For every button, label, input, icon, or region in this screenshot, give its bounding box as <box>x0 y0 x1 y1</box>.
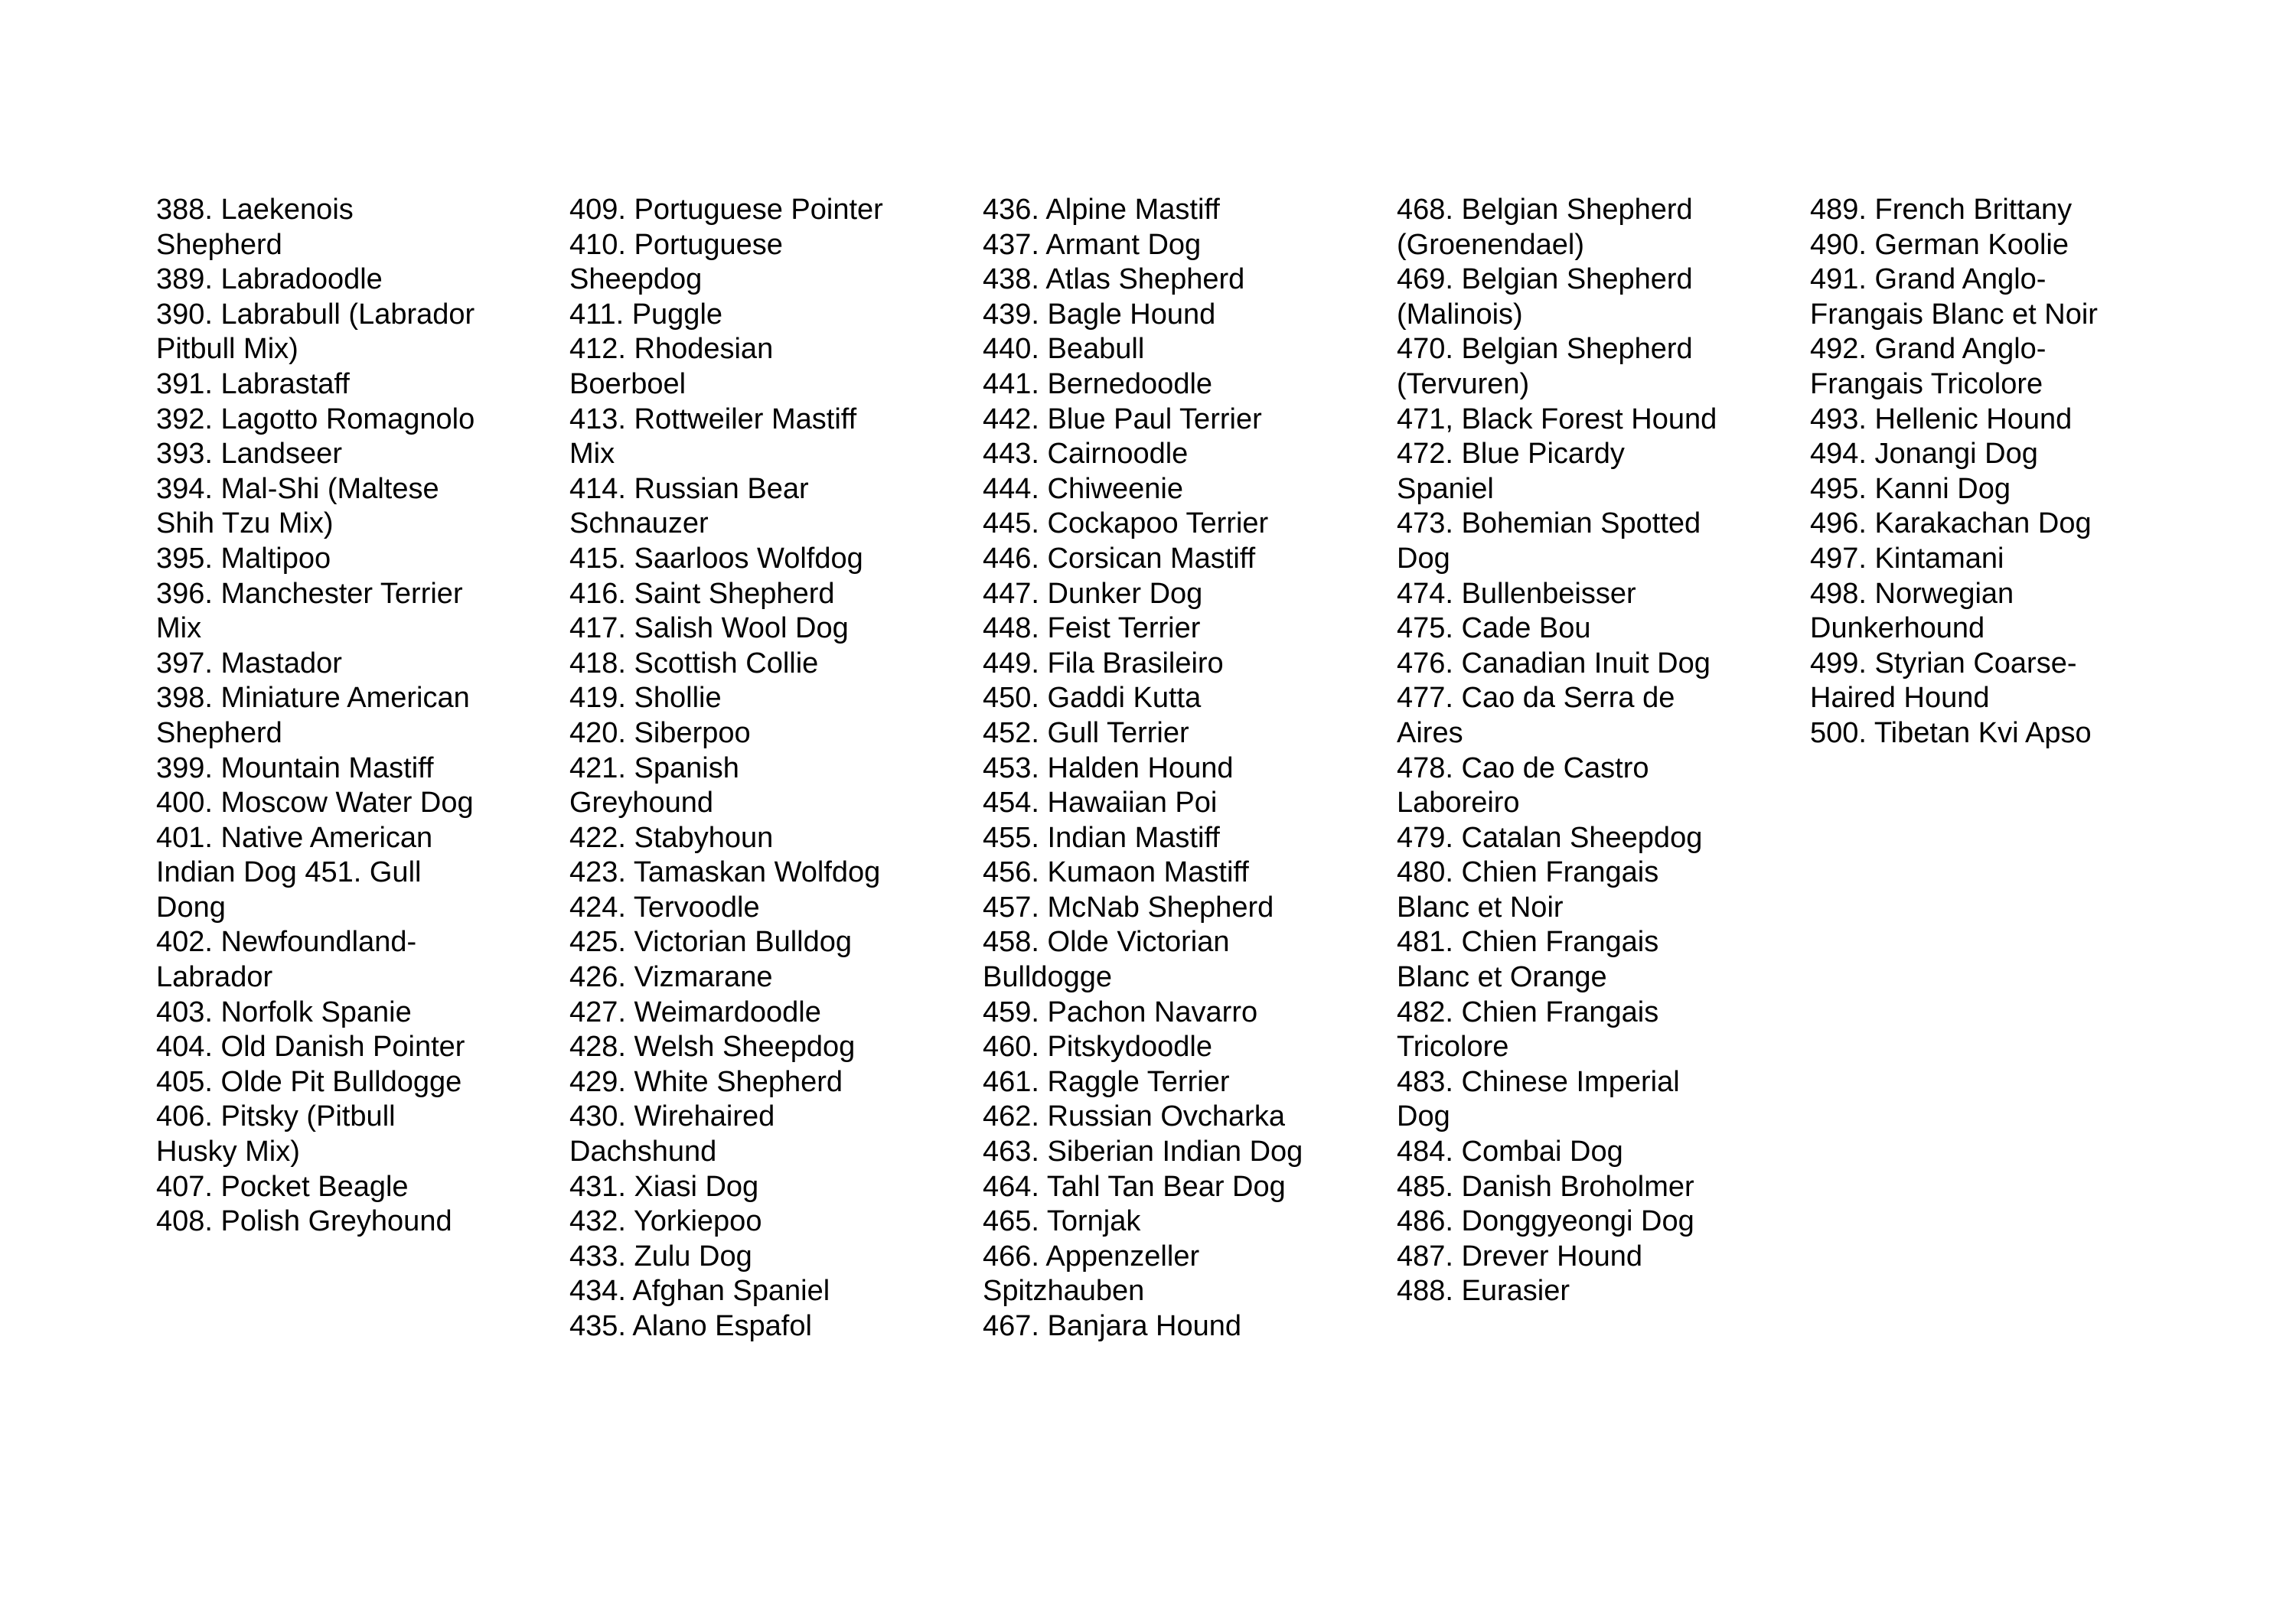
breed-list-item: 448. Feist Terrier <box>983 612 1201 645</box>
breed-list-item: 413. Rottweiler Mastiff Mix <box>569 402 857 471</box>
breed-list-item: 462. Russian Ovcharka <box>983 1100 1285 1133</box>
breed-list-item: 436. Alpine Mastiff <box>983 194 1220 226</box>
breed-list-item: 471, Black Forest Hound <box>1397 402 1717 435</box>
breed-list-item: 429. White Shepherd <box>569 1065 843 1098</box>
breed-list-item: 473. Bohemian Spotted Dog <box>1397 507 1701 575</box>
breed-list-item: 495. Kanni Dog <box>1810 472 2011 505</box>
breed-list-item: 500. Tibetan Kvi Apso <box>1810 716 2092 749</box>
breed-list-item: 395. Maltipoo <box>156 542 331 575</box>
breed-list-item: 485. Danish Broholmer <box>1397 1170 1694 1203</box>
breed-list-item: 452. Gull Terrier <box>983 716 1189 749</box>
breed-list-item: 438. Atlas Shepherd <box>983 263 1245 296</box>
breed-list-item: 428. Welsh Sheepdog <box>569 1031 856 1064</box>
breed-list-item: 488. Eurasier <box>1397 1275 1570 1308</box>
breed-list-item: 453. Halden Hound <box>983 751 1234 784</box>
breed-list-item: 443. Cairnoodle <box>983 438 1189 471</box>
breed-list-item: 490. German Koolie <box>1810 228 2069 261</box>
breed-list-item: 418. Scottish Collie <box>569 647 819 680</box>
breed-list-item: 431. Xiasi Dog <box>569 1170 759 1203</box>
breed-list-item: 396. Manchester Terrier Mix <box>156 577 463 645</box>
breed-list-item: 392. Lagotto Romagnolo <box>156 402 475 435</box>
breed-list-item: 498. Norwegian Dunkerhound <box>1810 577 2014 645</box>
breed-list-column-2 <box>569 193 929 1344</box>
breed-list-item: 470. Belgian Shepherd (Tervuren) <box>1397 333 1693 400</box>
breed-list-item: 424. Tervoodle <box>569 891 760 924</box>
breed-list-item: 464. Tahl Tan Bear Dog <box>983 1170 1286 1203</box>
breed-list-item: 460. Pitskydoodle <box>983 1031 1212 1064</box>
breed-list-item: 417. Salish Wool Dog <box>569 612 849 645</box>
breed-list-item: 422. Stabyhoun <box>569 821 774 854</box>
breed-list-item: 476. Canadian Inuit Dog <box>1397 647 1711 680</box>
breed-list-item: 427. Weimardoodle <box>569 996 821 1028</box>
breed-list-item: 487. Drever Hound <box>1397 1240 1643 1273</box>
breed-list-item: 497. Kintamani <box>1810 542 2004 575</box>
breed-list-item: 388. Laekenois Shepherd <box>156 194 354 261</box>
breed-list-item: 458. Olde Victorian Bulldogge <box>983 926 1230 994</box>
breed-list-item: 414. Russian Bear Schnauzer <box>569 472 809 540</box>
breed-list-item: 415. Saarloos Wolfdog <box>569 542 863 575</box>
breed-list-item: 442. Blue Paul Terrier <box>983 402 1262 435</box>
breed-list-item: 494. Jonangi Dog <box>1810 438 2038 471</box>
breed-list-item: 411. Puggle <box>569 298 723 331</box>
breed-list-item: 480. Chien Frangais Blanc et Noir <box>1397 856 1659 924</box>
breed-list-item: 459. Pachon Navarro <box>983 996 1258 1028</box>
breed-list-item: 486. Donggyeongi Dog <box>1397 1205 1694 1238</box>
breed-list-item: 423. Tamaskan Wolfdog <box>569 856 881 889</box>
breed-list-item: 407. Pocket Beagle <box>156 1170 409 1203</box>
breed-list-item: 478. Cao de Castro Laboreiro <box>1397 751 1649 820</box>
breed-list-item: 416. Saint Shepherd <box>569 577 835 610</box>
breed-list-item: 499. Styrian Coarse-Haired Hound <box>1810 647 2077 715</box>
breed-list-item: 441. Bernedoodle <box>983 367 1213 400</box>
breed-list-item: 449. Fila Brasileiro <box>983 647 1224 680</box>
breed-list-item: 406. Pitsky (Pitbull Husky Mix) <box>156 1100 396 1168</box>
breed-list-item: 421. Spanish Greyhound <box>569 751 739 820</box>
breed-list-column-5 <box>1810 193 2170 751</box>
breed-list-item: 437. Armant Dog <box>983 228 1202 261</box>
breed-list-item: 435. Alano Espafol <box>569 1310 812 1342</box>
breed-list-item: 475. Cade Bou <box>1397 612 1591 645</box>
breed-list-item: 404. Old Danish Pointer <box>156 1031 465 1064</box>
breed-list-item: 445. Cockapoo Terrier <box>983 507 1269 540</box>
breed-list-item: 477. Cao da Serra de Aires <box>1397 682 1675 749</box>
breed-list-item: 467. Banjara Hound <box>983 1310 1242 1342</box>
breed-list-item: 408. Polish Greyhound <box>156 1205 452 1238</box>
breed-list-item: 481. Chien Frangais Blanc et Orange <box>1397 926 1659 994</box>
breed-list-item: 434. Afghan Spaniel <box>569 1275 830 1308</box>
breed-list-item: 402. Newfoundland-Labrador <box>156 926 417 994</box>
breed-list-item: 389. Labradoodle <box>156 263 383 296</box>
breed-list-item: 426. Vizmarane <box>569 961 773 994</box>
breed-list-item: 461. Raggle Terrier <box>983 1065 1230 1098</box>
breed-list-item: 493. Hellenic Hound <box>1810 402 2073 435</box>
breed-list-item: 390. Labrabull (Labrador Pitbull Mix) <box>156 298 475 366</box>
breed-list-item: 466. Appenzeller Spitzhauben <box>983 1240 1200 1308</box>
breed-list-item: 465. Tornjak <box>983 1205 1141 1238</box>
breed-list-item: 401. Native American Indian Dog 451. Gull Dong <box>156 821 433 924</box>
breed-list-item: 419. Shollie <box>569 682 722 715</box>
breed-list-item: 472. Blue Picardy Spaniel <box>1397 438 1625 505</box>
breed-list-item: 409. Portuguese Pointer <box>569 194 883 226</box>
breed-list-item: 468. Belgian Shepherd (Groenendael) <box>1397 194 1693 261</box>
breed-list-item: 394. Mal-Shi (Maltese Shih Tzu Mix) <box>156 472 439 540</box>
breed-list-item: 440. Beabull <box>983 333 1145 366</box>
breed-list-item: 463. Siberian Indian Dog <box>983 1136 1303 1168</box>
breed-list-item: 469. Belgian Shepherd (Malinois) <box>1397 263 1693 331</box>
breed-list-item: 400. Moscow Water Dog <box>156 787 474 820</box>
breed-list-item: 454. Hawaiian Poi <box>983 787 1218 820</box>
breed-list-item: 457. McNab Shepherd <box>983 891 1274 924</box>
breed-list-item: 391. Labrastaff <box>156 367 350 400</box>
breed-list-item: 479. Catalan Sheepdog <box>1397 821 1703 854</box>
breed-list-item: 444. Chiweenie <box>983 472 1183 505</box>
breed-list-column-3 <box>983 193 1342 1344</box>
breed-list-item: 425. Victorian Bulldog <box>569 926 852 959</box>
breed-list-item: 398. Miniature American Shepherd <box>156 682 470 749</box>
breed-list-item: 492. Grand Anglo-Frangais Tricolore <box>1810 333 2047 400</box>
breed-list-item: 399. Mountain Mastiff <box>156 751 434 784</box>
breed-list-column-1 <box>156 193 516 1240</box>
breed-list-item: 489. French Brittany <box>1810 194 2073 226</box>
breed-list-item: 446. Corsican Mastiff <box>983 542 1256 575</box>
breed-list-item: 456. Kumaon Mastiff <box>983 856 1249 889</box>
breed-list-item: 484. Combai Dog <box>1397 1136 1623 1168</box>
breed-list-item: 455. Indian Mastiff <box>983 821 1220 854</box>
breed-list-item: 405. Olde Pit Bulldogge <box>156 1065 462 1098</box>
breed-list-item: 433. Zulu Dog <box>569 1240 752 1273</box>
breed-list-item: 447. Dunker Dog <box>983 577 1203 610</box>
breed-list-item: 496. Karakachan Dog <box>1810 507 2092 540</box>
breed-list-item: 410. Portuguese Sheepdog <box>569 228 783 296</box>
breed-list-column-4 <box>1397 193 1756 1309</box>
breed-list-item: 450. Gaddi Kutta <box>983 682 1202 715</box>
breed-list-item: 439. Bagle Hound <box>983 298 1216 331</box>
breed-list-item: 412. Rhodesian Boerboel <box>569 333 774 400</box>
breed-list-item: 491. Grand Anglo-Frangais Blanc et Noir <box>1810 263 2098 331</box>
breed-list-item: 483. Chinese Imperial Dog <box>1397 1065 1680 1133</box>
breed-list-item: 474. Bullenbeisser <box>1397 577 1636 610</box>
breed-list-item: 432. Yorkiepoo <box>569 1205 762 1238</box>
breed-list-item: 393. Landseer <box>156 438 342 471</box>
breed-list-item: 397. Mastador <box>156 647 342 680</box>
breed-list-item: 482. Chien Frangais Tricolore <box>1397 996 1659 1064</box>
breed-list-item: 430. Wirehaired Dachshund <box>569 1100 775 1168</box>
breed-list-item: 403. Norfolk Spanie <box>156 996 412 1028</box>
breed-list-item: 420. Siberpoo <box>569 716 751 749</box>
